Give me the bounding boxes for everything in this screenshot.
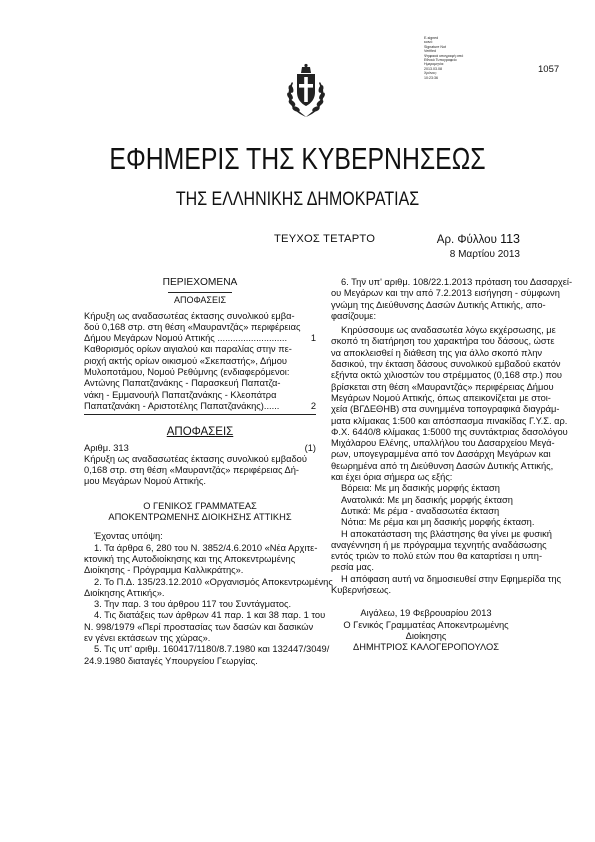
right-column	[331, 277, 573, 654]
declaration-line: βρίσκεται στη θέση «Μαυραντζάς» περιφέρειας Δήμου	[331, 381, 554, 392]
issue-number-value: 113	[500, 232, 520, 246]
declaration-line: εξήντα οκτώ χιλιοστών του στρέμματος (0,168 στρ.) που	[331, 370, 562, 381]
stamp-line: Ψηφιακά υπογραφή από	[424, 53, 464, 58]
stamp-line: Verified	[424, 49, 436, 54]
stamp-line: 10:23:36	[424, 75, 438, 80]
point-line: Ν. 998/1979 «Περί προστασίας των δασών και δασικών	[84, 621, 314, 632]
contents-item-line: νάκη - Εμμανουήλ Παπατζανάκης - Κλεοπάτρα	[84, 389, 277, 400]
point-line: 4. Τις διατάξεις των άρθρων 41 παρ. 1 και 38 παρ. 1 του	[94, 610, 326, 621]
para6-line: ου Μεγάρων και την από 7.2.2013 εισήγηση - σύμφωνη	[331, 288, 560, 299]
contents-subheading: ΑΠΟΦΑΣΕΙΣ	[173, 295, 227, 306]
considering-point	[84, 543, 316, 577]
signer-title: Ο Γενικός Γραμματέας Αποκεντρωμένης Διοίκησης	[343, 619, 509, 641]
point-line: εν γένει εκτάσεων της χώρας».	[84, 633, 211, 644]
subject-line: Κήρυξη ως αναδασωτέας έκτασης συνολικού εμβαδού	[84, 453, 307, 464]
point-line: 2. Το Π.Δ. 135/23.12.2010 «Οργανισμός Αποκεντρωμένης	[94, 576, 333, 587]
point-line: Διοίκησης - Πρόγραμμα Καλλικράτης».	[84, 565, 244, 576]
gazette-title: ΕΦΗΜΕΡΙΣ ΤΗΣ ΚΥΒΕΡΝΗΣΕΩΣ	[109, 141, 486, 176]
point-line: 5. Τις υπ' αριθμ. 160417/1180/8.7.1980 και 132447/3049/	[94, 644, 330, 655]
restore-line: Η αποκατάσταση της βλάστησης θα γίνει με φυσική	[341, 528, 552, 539]
contents-heading: ΠΕΡΙΕΧΟΜΕΝΑ	[162, 277, 238, 288]
declaration-line: χεία (ΒΓΔΕΘΗΒ) στα συνημμένα τοπογραφικά διαγράμ-	[331, 404, 560, 415]
declaration-line: θεωρημένα από τη Διεύθυνση Δασών Δυτικής Αττικής,	[331, 460, 554, 471]
place-date: Αιγάλεω, 19 Φεβρουαρίου 2013	[360, 608, 492, 619]
restoration-paragraph	[331, 528, 552, 574]
contents-item	[84, 311, 316, 345]
para6-line: 6. Την υπ' αριθμ. 108/22.1.2013 πρόταση του Δασαρχεί-	[341, 277, 573, 287]
greek-coat-of-arms-icon	[283, 62, 329, 120]
stamp-line: Signature Not	[424, 44, 446, 49]
declaration-line: ρων, υπογεγραμμένα από τον Δασάρχη Μεγάρων και	[331, 449, 551, 460]
decision-subject	[84, 454, 316, 488]
decision-number: Αριθμ. 313	[84, 442, 129, 453]
borders-list	[331, 483, 535, 528]
subject-line: μου Μεγάρων Νομού Αττικής.	[84, 476, 206, 487]
point-line: κτονική της Αυτοδιοίκησης και της Αποκεντρωμένης	[84, 553, 296, 564]
stamp-line: 2013.03.08	[424, 66, 442, 71]
declaration-line: ματα κλίμακας 1:500 και απόσπασμα πινακίδας Γ.Υ.Σ. αρ.	[331, 415, 568, 426]
page-number: 1057	[538, 64, 560, 75]
issue-number	[437, 232, 520, 246]
contents-item-line: Αντώνης Παπατζανάκης - Παρασκευή Παπατζα-	[84, 378, 281, 389]
border-line: Δυτικά: Με ρέμα - αναδασωτέα έκταση	[341, 505, 500, 516]
restore-line: εντός τριών το πολύ ετών που θα καταρτίσει η υπη-	[331, 551, 543, 562]
stamp-line: Χρόνος:	[424, 71, 437, 76]
contents-item-line: ριοχή ακτής ορίων οικισμού «Σκεπαστής», Δήμου	[84, 355, 287, 366]
publication-paragraph	[331, 573, 562, 597]
para6-line: γνώμη της Διεύθυνσης Δασών Δυτικής Αττικής, απο-	[331, 299, 546, 310]
contents-end-rule	[84, 414, 316, 415]
decision-number-row	[84, 443, 316, 454]
point-line: 24.9.1980 διαταγές Υπουργείου Γεωργίας.	[84, 655, 258, 666]
stamp-line: Ημερομηνία:	[424, 62, 445, 67]
considering-points	[84, 542, 333, 667]
contents-item-line: Παπατζανάκη - Αριστοτέλης Παπατζανάκης)......	[84, 400, 280, 411]
contents-item-page: 1	[310, 333, 316, 344]
contents-item-line: Μυλοποτάμου, Νομού Ρεθύμνης (ενδιαφερόμενοι:	[84, 367, 290, 378]
point-line: 3. Την παρ. 3 του άρθρου 117 του Συντάγματος.	[94, 599, 292, 610]
paragraph-6	[331, 277, 573, 322]
decision-ref: (1)	[304, 442, 316, 453]
considering-label: Έχοντας υπόψη:	[94, 531, 163, 542]
restore-line: αναγέννηση ή με πρόγραμμα τεχνητής αναδάσωσης	[331, 539, 547, 550]
declaration-line: Μεγάρων Νομού Αττικής, όπως απεικονίζεται με στοι-	[331, 392, 551, 403]
signer-name: ΔΗΜΗΤΡΙΟΣ ΚΑΛΟΓΕΡΟΠΟΥΛΟΣ	[353, 642, 499, 653]
subject-line: 0,168 στρ. στη θέση «Μαυραντζάς» περιφέρειας Δή-	[84, 465, 299, 476]
para6-line: φασίζουμε:	[331, 310, 377, 321]
digital-signature-stamp	[424, 36, 484, 80]
authority-line-1: Ο ΓΕΝΙΚΟΣ ΓΡΑΜΜΑΤΕΑΣ	[143, 500, 257, 511]
left-column	[84, 277, 333, 667]
stamp-line: Εθνικό Τυπογραφείο	[424, 58, 457, 63]
declaration-line: Φ.Χ. 6440/8 κλίμακας 1:5000 της συντάκτριας δασολόγου	[331, 426, 568, 437]
stamp-line: E-signed	[424, 36, 439, 40]
considering-point	[84, 610, 326, 644]
contents-item-line: δού 0,168 στρ. στη θέση «Μαυραντζάς» περιφέρειας	[84, 321, 301, 332]
contents-item-line: Δήμου Μεγάρων Νομού Αττικής ...........................	[84, 333, 288, 344]
border-line: Νότια: Με ρέμα και μη δασικής μορφής έκταση.	[341, 517, 535, 528]
border-line: Ανατολικά: Με μη δασικής μορφής έκταση	[341, 494, 513, 505]
contents-item-line: Κήρυξη ως αναδασωτέας έκτασης συνολικού εμβα-	[84, 310, 295, 321]
publish-line: Η απόφαση αυτή να δημοσιευθεί στην Εφημερίδα της	[341, 573, 562, 584]
issue-date: 8 Μαρτίου 2013	[449, 249, 520, 260]
gazette-subtitle: ΤΗΣ ΕΛΛΗΝΙΚΗΣ ΔΗΜΟΚΡΑΤΙΑΣ	[175, 188, 420, 210]
considering-point	[84, 576, 333, 600]
stamp-line: κοινό	[424, 40, 433, 45]
contents-item	[84, 344, 316, 412]
restore-line: ρεσία μας.	[331, 562, 374, 573]
point-line: Διοίκησης Αττικής».	[84, 587, 165, 598]
contents-heading-rule	[168, 292, 232, 293]
authority-line-2: ΑΠΟΚΕΝΤΡΩΜΕΝΗΣ ΔΙΟΙΚΗΣΗΣ ΑΤΤΙΚΗΣ	[108, 512, 292, 523]
declaration-line: Μιχάλαρου Ελένης, υπαλλήλου του Δασαρχείου Μεγά-	[331, 438, 555, 449]
border-line: Βόρεια: Με μη δασικής μορφής έκταση	[341, 483, 500, 494]
contents-item-line: Καθορισμός ορίων αιγιαλού και παραλίας στην πε-	[84, 344, 292, 355]
considering-point	[84, 644, 330, 667]
contents-item-page: 2	[310, 400, 316, 411]
declaration-line: και έχει όρια σήμερα ως εξής:	[331, 472, 453, 483]
publish-line: Κυβερνήσεως.	[331, 585, 392, 596]
declaration-paragraph	[331, 325, 568, 483]
point-line: 1. Τα άρθρα 6, 280 του Ν. 3852/4.6.2010 «Νέα Αρχιτε-	[94, 542, 318, 553]
declaration-line: να αποκλεισθεί η διάθεση της για άλλο σκοπό πλην	[331, 347, 543, 358]
issue-prefix: Αρ. Φύλλου	[436, 234, 497, 246]
declaration-line: δασικού, την έκταση δάσους συνολικού εμβαδού εκατόν	[331, 359, 561, 370]
issue-series: ΤΕΥΧΟΣ ΤΕΤΑΡΤΟ	[274, 233, 376, 245]
declaration-line: σκοπό τη διατήρηση του χαρακτήρα του δάσους, ώστε	[331, 336, 555, 347]
considering-point	[84, 599, 316, 610]
declaration-line: Κηρύσσουμε ως αναδασωτέα λόγω εκχέρσωσης, με	[341, 325, 556, 336]
contents-list	[84, 311, 316, 413]
decisions-heading: ΑΠΟΦΑΣΕΙΣ	[166, 426, 234, 439]
